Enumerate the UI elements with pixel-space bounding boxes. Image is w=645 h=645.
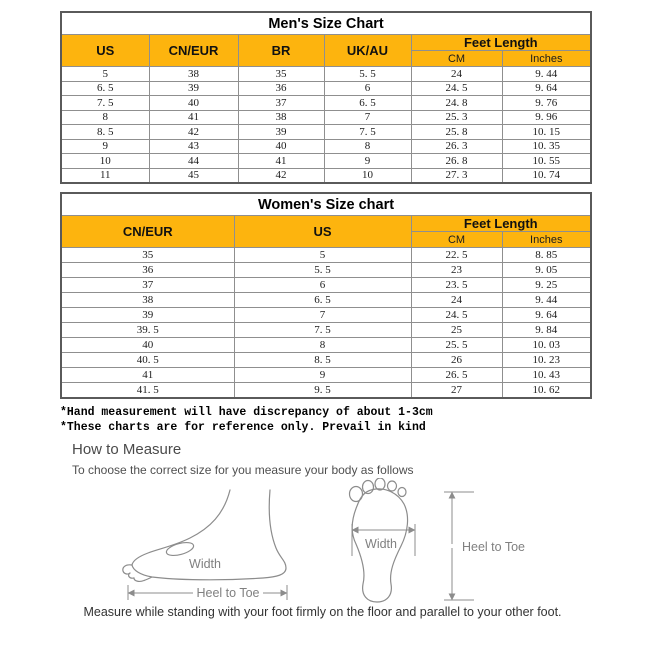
size-cell: 41 (238, 154, 324, 169)
mens-col-br: BR (238, 35, 324, 67)
size-cell: 10 (324, 168, 411, 183)
size-cell: 8 (324, 139, 411, 154)
size-cell: 39. 5 (61, 323, 234, 338)
size-cell: 10 (61, 154, 149, 169)
size-cell: 36 (61, 263, 234, 278)
toe-icon (350, 487, 363, 502)
size-cell: 10. 23 (502, 353, 591, 368)
size-cell: 9. 76 (502, 96, 591, 111)
size-cell: 39 (238, 125, 324, 140)
size-cell: 35 (61, 248, 234, 263)
how-to-measure-subtitle: To choose the correct size for you measure your body as follows (72, 463, 414, 477)
size-cell: 6. 5 (234, 293, 411, 308)
size-cell: 5 (234, 248, 411, 263)
size-cell: 26. 8 (411, 154, 502, 169)
size-cell: 43 (149, 139, 238, 154)
size-cell: 37 (238, 96, 324, 111)
size-cell: 9. 44 (502, 67, 591, 82)
size-cell: 5. 5 (234, 263, 411, 278)
size-cell: 23 (411, 263, 502, 278)
size-cell: 36 (238, 81, 324, 96)
size-cell: 11 (61, 168, 149, 183)
size-cell: 38 (149, 67, 238, 82)
size-cell: 27 (411, 383, 502, 399)
size-row (61, 368, 591, 383)
size-cell: 40 (238, 139, 324, 154)
size-cell: 5. 5 (324, 67, 411, 82)
size-cell: 6 (324, 81, 411, 96)
toe-icon (388, 481, 397, 491)
womens-size-table (60, 192, 592, 399)
mens-col-cm: CM (411, 51, 502, 67)
size-cell: 9 (324, 154, 411, 169)
mens-table-body (61, 67, 591, 184)
size-cell: 10. 35 (502, 139, 591, 154)
size-row (61, 139, 591, 154)
size-row (61, 383, 591, 399)
note-reference-only: *These charts are for reference only. Prevail in kind (60, 421, 426, 434)
size-cell: 9. 64 (502, 308, 591, 323)
mens-title-row (61, 12, 591, 35)
womens-chart-title: Women's Size chart (61, 193, 591, 216)
how-to-measure-heading: How to Measure (72, 441, 182, 458)
size-cell: 40 (149, 96, 238, 111)
size-row (61, 293, 591, 308)
size-cell: 10. 74 (502, 168, 591, 183)
size-cell: 44 (149, 154, 238, 169)
size-cell: 8. 5 (234, 353, 411, 368)
size-cell: 9. 44 (502, 293, 591, 308)
mens-size-table (60, 11, 592, 184)
size-cell: 40. 5 (61, 353, 234, 368)
size-cell: 10. 62 (502, 383, 591, 399)
size-cell: 42 (238, 168, 324, 183)
size-cell: 9 (234, 368, 411, 383)
size-row (61, 263, 591, 278)
womens-table-head (61, 193, 591, 248)
size-cell: 38 (238, 110, 324, 125)
size-cell: 9. 84 (502, 323, 591, 338)
size-cell: 41 (61, 368, 234, 383)
mens-col-uk-au: UK/AU (324, 35, 411, 67)
size-cell: 26. 3 (411, 139, 502, 154)
size-cell: 9. 05 (502, 263, 591, 278)
size-row (61, 308, 591, 323)
mens-col-inches: Inches (502, 51, 591, 67)
mens-table-head (61, 12, 591, 67)
size-row (61, 81, 591, 96)
mens-chart-title: Men's Size Chart (61, 12, 591, 35)
womens-col-cm: CM (411, 232, 502, 248)
womens-title-row (61, 193, 591, 216)
womens-col-cn-eur: CN/EUR (61, 216, 234, 248)
mens-col-feet-length: Feet Length (411, 35, 591, 51)
mens-col-us: US (61, 35, 149, 67)
size-cell: 9. 64 (502, 81, 591, 96)
size-cell: 8 (234, 338, 411, 353)
side-heel-to-toe-label: Heel to Toe (196, 586, 260, 600)
size-cell: 24. 8 (411, 96, 502, 111)
size-cell: 9 (61, 139, 149, 154)
size-cell: 25. 5 (411, 338, 502, 353)
size-cell: 26 (411, 353, 502, 368)
toe-icon (375, 478, 385, 490)
size-cell: 7. 5 (324, 125, 411, 140)
foot-measure-diagram (100, 478, 560, 622)
size-row (61, 154, 591, 169)
womens-table-body (61, 248, 591, 399)
size-row (61, 323, 591, 338)
size-cell: 39 (61, 308, 234, 323)
side-width-label: Width (189, 557, 221, 571)
side-foot-illustration (123, 490, 287, 600)
size-cell: 6. 5 (61, 81, 149, 96)
size-cell: 7 (324, 110, 411, 125)
size-cell: 24. 5 (411, 81, 502, 96)
size-cell: 26. 5 (411, 368, 502, 383)
size-cell: 9. 96 (502, 110, 591, 125)
size-cell: 10. 03 (502, 338, 591, 353)
size-cell: 6 (234, 278, 411, 293)
size-cell: 7. 5 (61, 96, 149, 111)
toe-icon (398, 488, 406, 497)
size-cell: 41. 5 (61, 383, 234, 399)
size-cell: 10. 55 (502, 154, 591, 169)
size-cell: 42 (149, 125, 238, 140)
size-cell: 22. 5 (411, 248, 502, 263)
footnotes (60, 405, 433, 435)
size-cell: 7. 5 (234, 323, 411, 338)
top-heel-to-toe-label: Heel to Toe (462, 540, 526, 554)
size-cell: 9. 25 (502, 278, 591, 293)
mens-col-cn-eur: CN/EUR (149, 35, 238, 67)
size-cell: 6. 5 (324, 96, 411, 111)
top-width-label: Width (365, 537, 397, 551)
size-cell: 24. 5 (411, 308, 502, 323)
size-cell: 8. 85 (502, 248, 591, 263)
size-cell: 25. 3 (411, 110, 502, 125)
size-row (61, 110, 591, 125)
size-cell: 9. 5 (234, 383, 411, 399)
size-row (61, 96, 591, 111)
size-cell: 5 (61, 67, 149, 82)
womens-col-inches: Inches (502, 232, 591, 248)
size-cell: 40 (61, 338, 234, 353)
size-cell: 10. 15 (502, 125, 591, 140)
size-cell: 25. 8 (411, 125, 502, 140)
size-cell: 35 (238, 67, 324, 82)
size-cell: 23. 5 (411, 278, 502, 293)
size-cell: 38 (61, 293, 234, 308)
size-cell: 7 (234, 308, 411, 323)
womens-col-feet-length: Feet Length (411, 216, 591, 232)
womens-header-row (61, 216, 591, 232)
size-cell: 10. 43 (502, 368, 591, 383)
mens-header-row (61, 35, 591, 51)
size-cell: 8 (61, 110, 149, 125)
width-band (165, 540, 195, 558)
size-cell: 37 (61, 278, 234, 293)
size-cell: 45 (149, 168, 238, 183)
size-cell: 27. 3 (411, 168, 502, 183)
size-row (61, 67, 591, 82)
note-measurement-discrepancy: *Hand measurement will have discrepancy of about 1-3cm (60, 406, 433, 419)
womens-col-us: US (234, 216, 411, 248)
top-foot-illustration (350, 478, 526, 602)
size-row (61, 248, 591, 263)
size-cell: 25 (411, 323, 502, 338)
size-cell: 24 (411, 293, 502, 308)
size-row (61, 168, 591, 183)
size-cell: 24 (411, 67, 502, 82)
size-row (61, 278, 591, 293)
size-cell: 39 (149, 81, 238, 96)
size-row (61, 338, 591, 353)
size-cell: 41 (149, 110, 238, 125)
size-cell: 8. 5 (61, 125, 149, 140)
size-row (61, 125, 591, 140)
size-row (61, 353, 591, 368)
measure-caption: Measure while standing with your foot firmly on the floor and parallel to your other foot. (83, 605, 562, 619)
